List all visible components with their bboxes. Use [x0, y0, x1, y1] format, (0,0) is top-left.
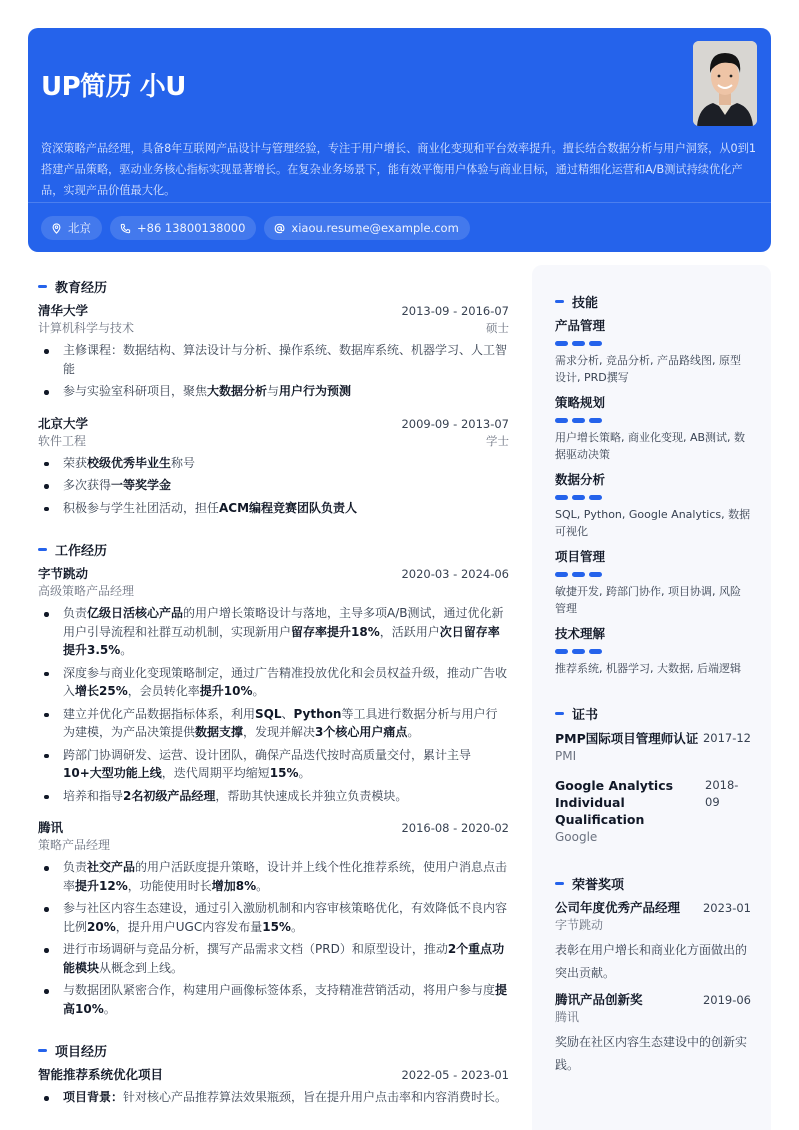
profile-photo: [693, 41, 757, 126]
profile-summary: 资深策略产品经理，具备8年互联网产品设计与管理经验，专注于用户增长、商业化变现和平台效率提升。擅长结合数据分析与用户洞察，从0到1搭建产品策略，驱动业务核心指标实现显著增长。在复杂业务场景下，能有效平衡用户体验与商业目标，通过精细化运营和A/B测试持续优化产品，实现产品价值最大化。: [41, 142, 756, 197]
contact-phone[interactable]: [110, 216, 256, 240]
level-dot: [555, 495, 568, 500]
bullet-text: 跨部门协调研发、运营、设计团队，确保产品迭代按时高质量交付，累计主导: [63, 747, 472, 762]
skill-name: 项目管理: [555, 549, 606, 564]
level-dot: [572, 495, 585, 500]
certificate-issuer: Google: [555, 830, 598, 844]
skill-keywords: 需求分析, 竞品分析, 产品路线图, 原型设计, PRD撰写: [555, 354, 741, 384]
bullet-text: 从概念到上线。: [99, 960, 184, 975]
bullet-item: [38, 705, 509, 742]
bold-highlight: 次日留存率提升3.5%: [63, 624, 500, 657]
award-item: [555, 991, 751, 1077]
location-text: 北京: [68, 221, 91, 235]
bold-highlight: 2个重点功能模块: [63, 942, 505, 975]
phone-icon: [120, 223, 131, 234]
bullet-text: 主修课程：数据结构、算法设计与分析、操作系统、数据库系统、机器学习、人工智能: [63, 343, 508, 376]
level-dot: [572, 649, 585, 654]
bullet-text: 负责: [63, 860, 88, 874]
section-heading: 证书: [555, 703, 751, 723]
level-dot: [572, 572, 585, 577]
company-name: 字节跳动: [38, 566, 89, 581]
skill-name: 策略规划: [555, 395, 606, 410]
section-heading: 项目经历: [38, 1040, 509, 1060]
bullet-item: [38, 746, 509, 783]
bold-highlight: 15%: [262, 919, 291, 934]
bullet-text: 参与实验室科研项目，聚焦: [63, 384, 208, 398]
bullet-list: [38, 858, 509, 1018]
candidate-name: UP简历 小U: [41, 72, 186, 102]
bullet-list: [38, 1088, 509, 1107]
bullet-item: [38, 499, 509, 518]
award-description: 奖励在社区内容生态建设中的创新实践。: [555, 1035, 748, 1072]
skill-name: 技术理解: [555, 626, 606, 641]
bullet-item: [38, 1088, 509, 1107]
level-dot: [555, 649, 568, 654]
level-dot: [555, 418, 568, 423]
bullet-text: 称号: [171, 455, 196, 470]
bold-highlight: 提高10%: [63, 983, 508, 1016]
contact-location: [41, 216, 102, 240]
skill-level-indicator: [555, 572, 751, 577]
level-dot: [555, 572, 568, 577]
heading-accent-bar: [555, 882, 564, 885]
certificate-item: [555, 730, 751, 765]
skill-level-indicator: [555, 341, 751, 346]
resume-header: [28, 28, 771, 252]
major: 计算机科学与技术: [38, 321, 135, 335]
heading-accent-bar: [38, 548, 47, 551]
bullet-text: 。: [407, 725, 420, 739]
level-dot: [589, 341, 602, 346]
school-name: 北京大学: [38, 415, 89, 431]
skill-keywords: 推荐系统, 机器学习, 大数据, 后端逻辑: [555, 662, 741, 675]
award-date: 2019-06: [702, 993, 751, 1007]
skill-keywords: SQL, Python, Google Analytics, 数据可视化: [555, 508, 751, 538]
level-dot: [589, 649, 602, 654]
bullet-text: ，提升用户UGC内容发布量: [115, 919, 263, 934]
sidebar: [532, 265, 771, 1130]
contact-email[interactable]: [264, 216, 469, 240]
bold-highlight: 亿级日活核心产品: [87, 606, 184, 620]
award-name: 公司年度优秀产品经理: [555, 900, 681, 915]
skills-section: [555, 291, 751, 677]
bullet-item: [38, 787, 509, 806]
bold-highlight: Python: [293, 706, 342, 721]
header-divider: [28, 202, 771, 203]
bullet-item: [38, 858, 509, 895]
award-name: 腾讯产品创新奖: [555, 992, 643, 1007]
bullet-text: 的用户增长策略设计与落地，主导多项A/B测试，通过优化新用户引导流程和社群互动机制，实现新用户: [63, 606, 504, 639]
bullet-text: 。: [120, 643, 133, 657]
skill-keywords: 用户增长策略, 商业化变现, AB测试, 数据驱动决策: [555, 431, 746, 461]
bullet-item: [38, 604, 509, 660]
skill-name: 数据分析: [555, 472, 606, 487]
main-column: [38, 276, 509, 1111]
bold-highlight: 增加8%: [211, 878, 257, 893]
work-section: [38, 539, 509, 1018]
degree: 学士: [486, 433, 509, 448]
school-name: 清华大学: [38, 303, 89, 318]
bold-highlight: 校级优秀毕业生: [87, 455, 172, 470]
bold-highlight: 提升10%: [199, 684, 253, 698]
bullet-text: 。: [252, 684, 265, 698]
bullet-list: [38, 604, 509, 805]
award-issuer: 字节跳动: [555, 918, 604, 932]
bold-highlight: 留存率提升18%: [291, 624, 380, 639]
avatar-illustration: [693, 41, 757, 126]
bullet-text: ，迭代周期平均缩短: [161, 766, 270, 780]
date-range: 2013-09 - 2016-07: [401, 304, 509, 318]
certificate-name: PMP国际项目管理师认证: [555, 731, 699, 746]
work-entry: [38, 565, 509, 805]
skill-level-indicator: [555, 495, 751, 500]
education-entry: [38, 302, 509, 401]
bullet-text: 。: [256, 878, 269, 893]
level-dot: [572, 341, 585, 346]
section-heading: 工作经历: [38, 539, 509, 559]
bold-highlight: 20%: [87, 919, 116, 934]
work-entry: [38, 819, 509, 1018]
location-pin-icon: [51, 223, 62, 234]
heading-accent-bar: [38, 1049, 47, 1052]
degree: 硕士: [486, 321, 509, 335]
bullet-item: [38, 899, 509, 936]
bullet-text: 多次获得: [63, 478, 112, 492]
bullet-text: ，发现并解决: [243, 725, 316, 739]
skill-level-indicator: [555, 418, 751, 423]
projects-section: [38, 1040, 509, 1107]
skill-name: 产品管理: [555, 318, 606, 333]
certificates-section: [555, 703, 751, 846]
contact-list: [41, 216, 470, 240]
bullet-text: ，活跃用户: [379, 624, 440, 639]
skill-item: [555, 394, 751, 463]
level-dot: [589, 418, 602, 423]
skill-item: [555, 625, 751, 677]
job-title: 策略产品经理: [38, 838, 111, 852]
bullet-text: 进行市场调研与竞品分析，撰写产品需求文档（PRD）和原型设计，推动: [63, 942, 448, 956]
bullet-text: ，会员转化率: [127, 684, 200, 698]
bullet-text: 的用户活跃度提升策略，设计并上线个性化推荐系统，使用户消息点击率: [63, 860, 508, 893]
awards-section: [555, 873, 751, 1077]
skill-item: [555, 317, 751, 386]
certificate-name: Google Analytics Individual Qualification: [555, 778, 674, 827]
heading-accent-bar: [555, 712, 564, 715]
section-heading: 荣誉奖项: [555, 873, 751, 893]
bold-highlight: 社交产品: [87, 860, 136, 874]
bullet-item: [38, 940, 509, 977]
email-text: xiaou.resume@example.com: [291, 221, 459, 235]
bold-highlight: 2名初级产品经理: [123, 788, 216, 803]
bold-highlight: SQL: [255, 706, 282, 721]
bullet-text: 深度参与商业化变现策略制定，通过广告精准投放优化和会员权益升级，推动广告收入: [63, 665, 508, 698]
bullet-text: ，帮助其快速成长并独立负责模块。: [215, 788, 408, 803]
major: 软件工程: [38, 433, 87, 448]
bold-highlight: 大数据分析: [207, 384, 268, 398]
bold-highlight: 用户行为预测: [279, 384, 352, 398]
certificate-issuer: PMI: [555, 749, 577, 763]
bold-highlight: 一等奖学金: [111, 478, 172, 492]
bullet-list: [38, 454, 509, 518]
section-heading: 教育经历: [38, 276, 509, 296]
bullet-text: 。: [103, 1001, 116, 1016]
bullet-item: [38, 382, 509, 401]
certificate-date: 2018-09: [705, 778, 739, 809]
bold-highlight: 提升12%: [75, 878, 128, 893]
level-dot: [572, 418, 585, 423]
section-heading: 技能: [555, 291, 751, 311]
bold-highlight: ACM编程竞赛团队负责人: [219, 500, 358, 515]
skill-keywords: 敏捷开发, 跨部门协作, 项目协调, 风险管理: [555, 585, 741, 615]
bold-highlight: 项目背景：: [63, 1090, 124, 1104]
phone-text: +86 13800138000: [137, 221, 246, 235]
bullet-text: 负责: [63, 606, 88, 620]
job-title: 高级策略产品经理: [38, 584, 135, 598]
bullet-text: 积极参与学生社团活动，担任: [63, 500, 220, 515]
bullet-text: ，功能使用时长: [127, 878, 212, 893]
bullet-text: 针对核心产品推荐算法效果瓶颈，旨在提升用户点击率和内容消费时长。: [123, 1090, 508, 1104]
level-dot: [589, 572, 602, 577]
bullet-text: 等工具进行数据分析与用户行为建模，为产品决策提供: [63, 706, 498, 739]
project-entry: [38, 1066, 509, 1107]
bullet-text: 建立并优化产品数据指标体系，利用: [63, 706, 256, 721]
heading-accent-bar: [38, 285, 47, 288]
certificate-date: 2017-12: [702, 731, 751, 745]
bold-highlight: 3个核心用户痛点: [315, 725, 408, 739]
level-dot: [555, 341, 568, 346]
date-range: 2016-08 - 2020-02: [401, 821, 509, 835]
skill-item: [555, 471, 751, 540]
education-entry: [38, 415, 509, 518]
bullet-item: [38, 981, 509, 1018]
date-range: 2009-09 - 2013-07: [401, 416, 509, 431]
bullet-item: [38, 341, 509, 378]
bullet-text: 。: [298, 766, 311, 780]
bullet-text: 与: [267, 384, 280, 398]
skill-item: [555, 548, 751, 617]
bullet-text: 。: [290, 919, 303, 934]
bullet-item: [38, 664, 509, 701]
bullet-text: 、: [281, 706, 294, 721]
bullet-text: 参与社区内容生态建设，通过引入激励机制和内容审核策略优化，有效降低不良内容比例: [63, 901, 508, 934]
bullet-text: 与数据团队紧密合作，构建用户画像标签体系，支持精准营销活动，将用户参与度: [63, 983, 496, 997]
bold-highlight: 10+大型功能上线: [63, 766, 162, 780]
date-range: 2020-03 - 2024-06: [401, 567, 509, 581]
project-name: 智能推荐系统优化项目: [38, 1067, 164, 1082]
award-issuer: 腾讯: [555, 1010, 580, 1024]
bullet-text: 荣获: [63, 455, 88, 470]
bullet-item: [38, 476, 509, 495]
award-description: 表彰在用户增长和商业化方面做出的突出贡献。: [555, 943, 748, 980]
bullet-list: [38, 341, 509, 401]
bold-highlight: 增长25%: [75, 684, 128, 698]
date-range: 2022-05 - 2023-01: [401, 1068, 509, 1082]
level-dot: [589, 495, 602, 500]
skill-level-indicator: [555, 649, 751, 654]
bold-highlight: 数据支撑: [195, 725, 244, 739]
heading-accent-bar: [555, 300, 564, 303]
certificate-item: [555, 777, 751, 846]
award-date: 2023-01: [702, 901, 751, 915]
education-section: [38, 276, 509, 517]
bullet-item: [38, 454, 509, 473]
company-name: 腾讯: [38, 820, 64, 835]
award-item: [555, 899, 751, 985]
bold-highlight: 15%: [269, 766, 299, 780]
at-sign-icon: [274, 223, 285, 234]
bullet-text: 培养和指导: [63, 788, 124, 803]
